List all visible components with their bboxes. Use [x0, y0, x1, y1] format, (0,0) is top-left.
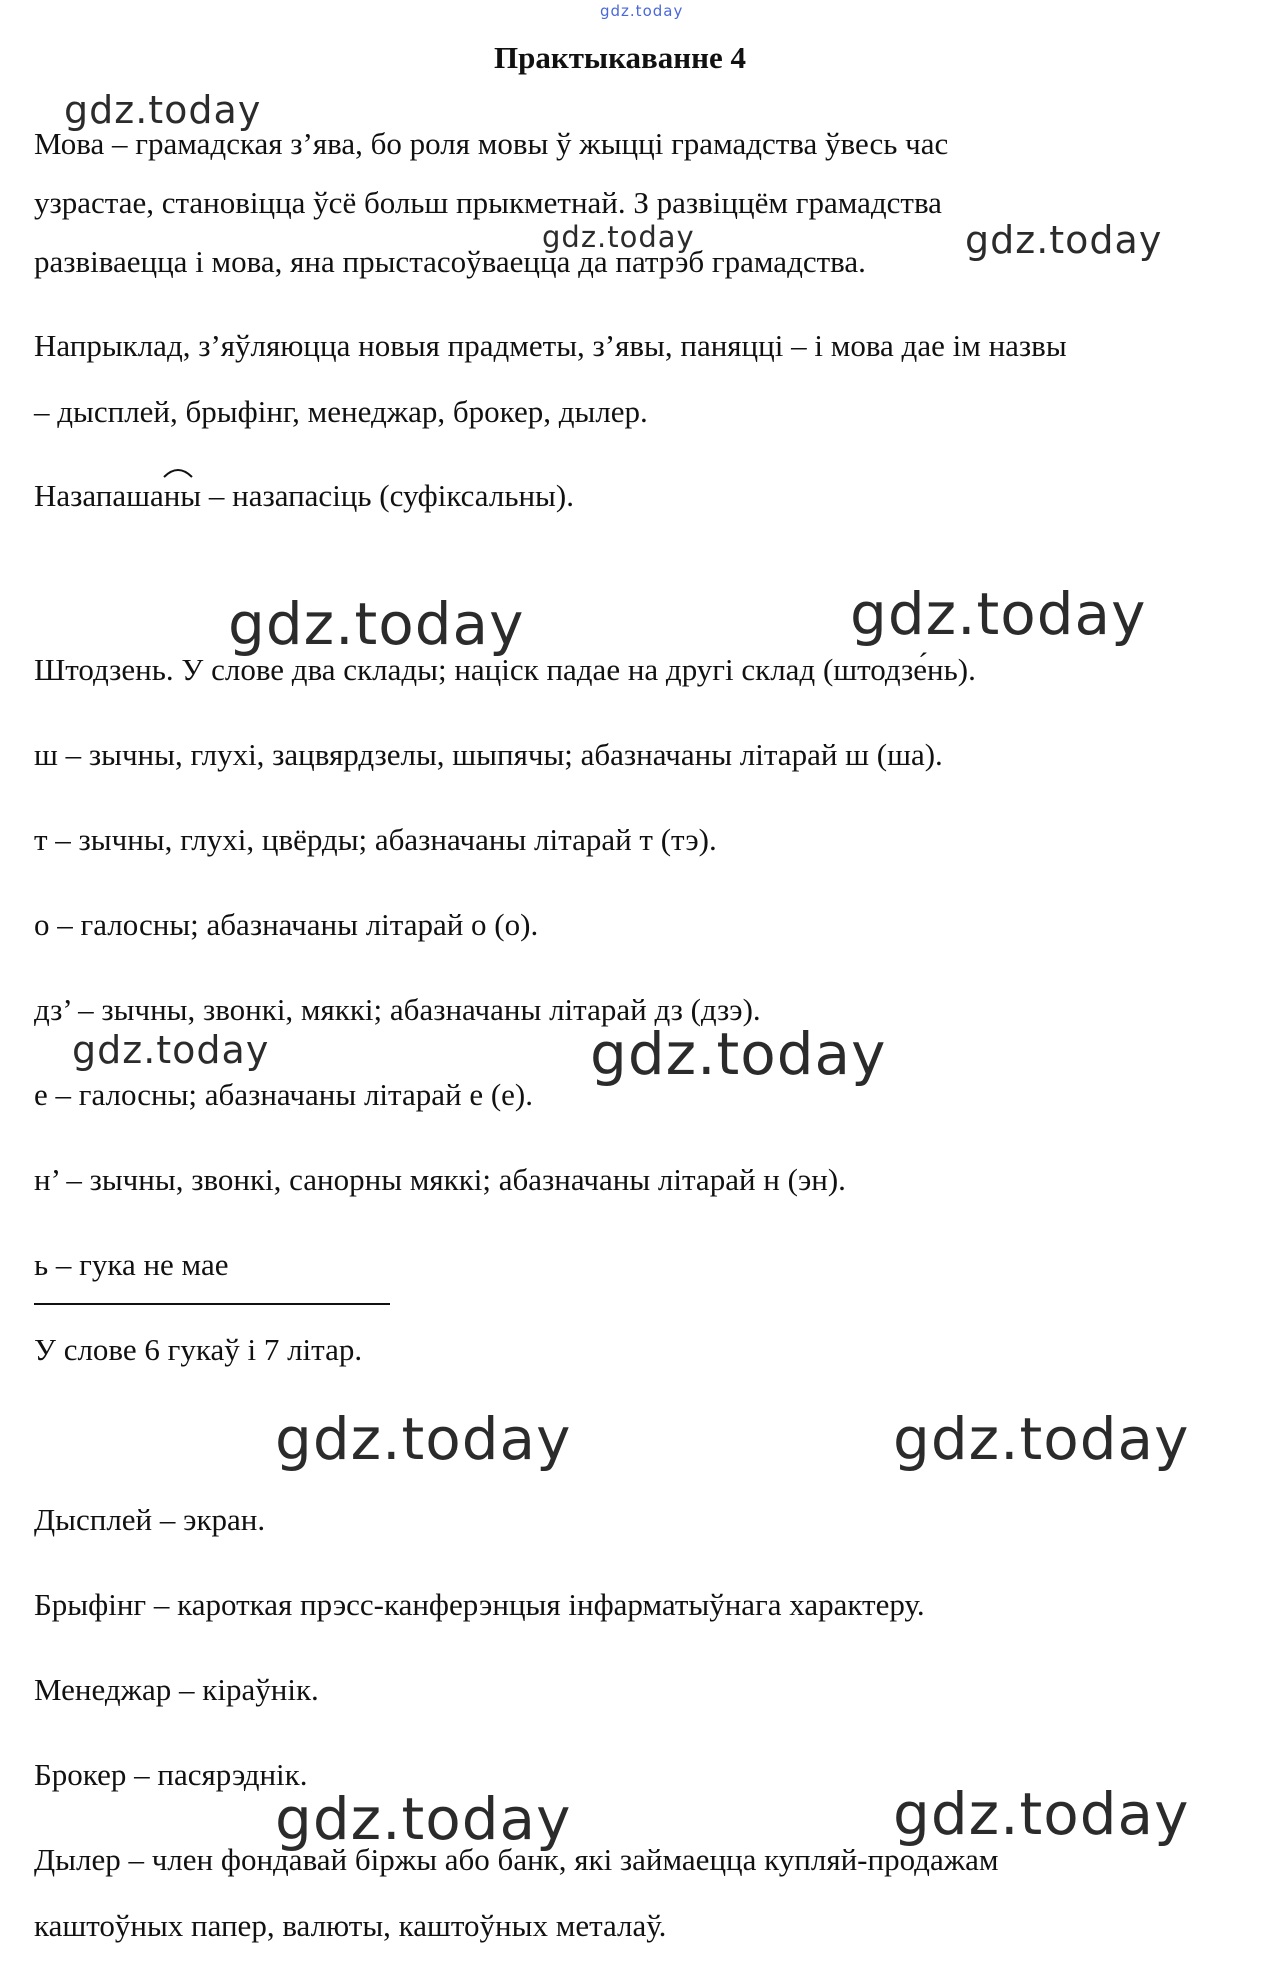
watermark: gdz.today: [590, 1020, 887, 1088]
text-line: развіваецца і мова, яна прыстасоўваецца да патрэб грамадства.: [34, 244, 866, 279]
text-line: т – зычны, глухі, цвёрды; абазначаны літарай т (тэ).: [34, 822, 717, 857]
watermark: gdz.today: [893, 1405, 1190, 1473]
text-line: н’ – зычны, звонкі, санорны мяккі; абазначаны літарай н (эн).: [34, 1162, 846, 1197]
divider: [34, 1303, 390, 1305]
text-line: У слове 6 гукаў і 7 літар.: [34, 1332, 363, 1367]
watermark: gdz.today: [542, 220, 695, 254]
watermark: gdz.today: [64, 88, 262, 132]
page-title: Практыкаванне 4: [493, 40, 746, 75]
text-line: Штодзень. У слове два склады; націск падае на другі склад (штодзе́нь).: [34, 652, 976, 687]
text-line: о – галосны; абазначаны літарай о (о).: [34, 907, 539, 942]
text-line: каштоўных папер, валюты, каштоўных металаў.: [34, 1908, 667, 1943]
text-line: ь – гука не мае: [34, 1247, 229, 1282]
watermark: gdz.today: [965, 218, 1163, 262]
text-line: е – галосны; абазначаны літарай е (е).: [34, 1077, 533, 1112]
text-line: Брокер – пасярэднік.: [34, 1757, 308, 1792]
watermark: gdz.today: [275, 1785, 572, 1853]
watermark: gdz.today: [72, 1028, 270, 1072]
text-line: – дысплей, брыфінг, менеджар, брокер, дылер.: [34, 394, 648, 429]
watermark: gdz.today: [228, 590, 525, 658]
text-line: Дысплей – экран.: [34, 1502, 266, 1537]
text-line: Дылер – член фондавай біржы або банк, які займаецца купляй-продажам: [34, 1842, 999, 1877]
text-line: ш – зычны, глухі, зацвярдзелы, шыпячы; абазначаны літарай ш (ша).: [34, 737, 943, 772]
text-line: Брыфінг – кароткая прэсс-канферэнцыя інфарматыўнага характеру.: [34, 1587, 925, 1622]
text-line: Мова – грамадская з’ява, бо роля мовы ў жыцці грамадства ўвесь час: [34, 126, 949, 161]
watermark: gdz.today: [850, 580, 1147, 648]
watermark: gdz.today: [275, 1405, 572, 1473]
text-line: дз’ – зычны, звонкі, мяккі; абазначаны літарай дз (дзэ).: [34, 992, 761, 1027]
text-line: Назапашаны – назапасіць (суфіксальны).: [34, 478, 574, 513]
text-line: узрастае, становіцца ўсё больш прыкметнай. З развіццём грамадства: [34, 185, 942, 220]
text-line: Напрыклад, з’яўляюцца новыя прадметы, з’явы, паняцці – і мова дае ім назвы: [34, 328, 1067, 363]
watermark: gdz.today: [893, 1780, 1190, 1848]
header-watermark: gdz.today: [600, 2, 684, 20]
text-line: Менеджар – кіраўнік.: [34, 1672, 319, 1707]
